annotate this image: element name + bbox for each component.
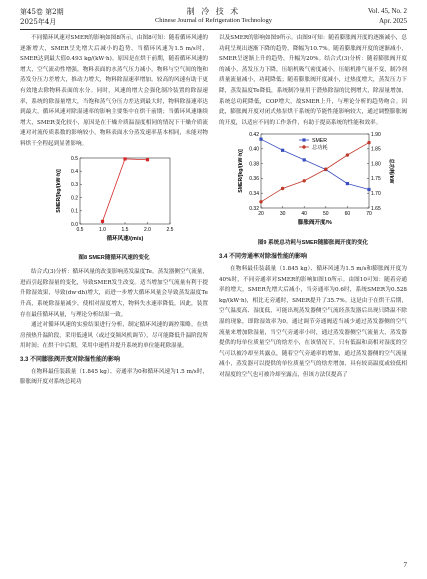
x-tick-label: 1.0 [99, 226, 106, 233]
chart-smer-vs-airspeed [20, 150, 208, 248]
x-tick-label: 50 [323, 211, 329, 218]
paragraph: 以及SMER的影响如图9所示。由图9可知：随着膨胀阀开度的逐渐减小，总功耗呈现出逐渐下降的趋势，降幅为10.7%。随着膨胀阀开度的逐渐减小，SMER呈逐渐上升的趋势，升幅为20%。结合式(3)分析：随着膨胀阀开度的减小，蒸发压力下降，压缩机吸气密度减小，压缩机排气量不变，制冷剂质量流量减小，功耗降低；随着膨胀阀开度减小，过热度增大，蒸发压力下降，蒸发温度Te降低，系统制冷量用于潜热除湿的比例增大，除湿量增加，系统总功耗降低，COP增大，故SMER上升，与理论分析的趋势吻合。因此，膨胀阀开度对闭式热泵烘干系统的节能性能影响较大，通过调整膨胀阀的开度，以适应不同的工作条件，有助于提高系统的性能和效率。 [219, 35, 407, 126]
paragraph: 在物料最佳装载量（1.845 kg）、循环风速为1.5 m/s和膨胀阀开度为40%时，不同旁通率对SMER的影响如图10所示。由图10可知：随着旁通率的增大，SMER先增大后减小，当旁通率为0.6时，系统SMER为0.528 kg/(kW·h)，相比无旁通时，SMER提升了35.7%。这是由于在烘干后期，空气温度高、湿度低，可能出现蒸发器侧空气流经蒸发器后出现只降温不除湿的现象，即除湿效率为0。通过调节旁通阀适当减少通过蒸发器侧的空气流量来增加除湿量，当空气旁通率小时，通过蒸发器侧空气流量大，蒸发器提供的每单位质量空气的焓差小，在该情况下，只有低温和高相对湿度的空气可以被冷却至其露点，随着空气旁通率的增加，通过蒸发器侧的空气流量减小，蒸发器可以提供的单位质量空气的焓差增加，具有较高温度或较低相对湿度的空气也可被冷却至露点，但该方法仅提高了 [219, 265, 407, 378]
y2-tick-label: 1.85 [371, 146, 381, 153]
x-tick-label: 2.0 [144, 226, 151, 233]
figure-8-caption: 图8 SMER随循环风速的变化 [78, 255, 150, 262]
chart-power-smer-vs-valve [219, 128, 407, 232]
header-rule [20, 29, 407, 30]
data-point-power [259, 200, 262, 203]
y-tick-label: 0.36 [249, 176, 259, 183]
legend-label: 总功耗 [312, 145, 328, 152]
y2-tick-label: 1.75 [371, 176, 381, 183]
data-point [101, 219, 104, 222]
y-tick-label: 0.40 [249, 146, 259, 153]
page-header [0, 0, 427, 36]
x-tick-label: 0.5 [76, 226, 84, 233]
paragraph: 结合式(3)分析：循环风量的改变影响蒸发温度Te。蒸发器侧空气流量，进而引起除湿量的变化，导致SMER发生改变。适当增加空气流量有利于提升除湿效果，导致(dw·dh)增大，而进一步增大循环风量会导致蒸发温度Te升高，系统除湿量减少，使相对湿度增大，物料失水速率降低。因此，装置存在最佳循环风量，与理论分析结果一致。 [20, 269, 208, 318]
section-heading-3-3: 3.3 不同膨胀阀开度对除湿性能的影响 [20, 356, 121, 363]
y-tick-label: 0.3 [71, 181, 78, 188]
data-point-smer [303, 159, 306, 162]
data-point-power [281, 187, 284, 190]
x-tick-label: 20 [258, 211, 264, 218]
x-tick-label: 60 [344, 211, 351, 218]
y-tick-label: 0.42 [249, 132, 259, 139]
date-en: Apr. 2025 [379, 17, 407, 25]
x-axis-label: 循环风速/(m/s) [106, 235, 144, 242]
y-tick-label: 0.0 [71, 221, 78, 228]
series-line [103, 158, 148, 220]
y-tick-label: 0.1 [71, 208, 78, 215]
legend-marker [302, 146, 305, 149]
journal-title-cn: 制 冷 技 术 [186, 7, 241, 16]
y-tick-label: 0.2 [71, 194, 78, 201]
y2-tick-label: 1.70 [371, 191, 381, 198]
x-tick-label: 70 [366, 211, 372, 218]
x-tick-label: 1.5 [121, 226, 129, 233]
data-point-smer [259, 138, 262, 141]
y-axis-label: SMER/[kg/(kW·h)] [238, 149, 244, 194]
data-point-power [367, 141, 370, 144]
legend-label: SMER [312, 138, 327, 145]
series-line-power [261, 143, 369, 202]
left-column [20, 33, 208, 388]
volume-en: Vol. 45, No. 2 [367, 7, 407, 15]
data-point-power [324, 168, 327, 171]
right-column [219, 33, 407, 380]
y2-tick-label: 1.80 [371, 161, 381, 168]
y-tick-label: 0.5 [71, 155, 78, 162]
y2-tick-label: 1.65 [371, 206, 381, 213]
paragraph: 在物料最佳装载量（1.845 kg）、旁通率为0和循环风速为1.5 m/s时，膨胀阀开度对系统总耗功 [20, 368, 208, 386]
figure-9 [219, 128, 407, 237]
volume-cn: 第45卷 第2期 [20, 8, 64, 16]
y-tick-label: 0.32 [249, 206, 259, 213]
x-tick-label: 30 [279, 211, 286, 218]
data-point-smer [281, 149, 284, 152]
x-tick-label: 2.5 [166, 226, 174, 233]
y2-axis-label: 总功耗/kW [388, 158, 394, 184]
figure-8 [20, 150, 208, 253]
y-tick-label: 0.38 [249, 161, 259, 168]
page-number: 7 [403, 561, 407, 569]
section-heading-3-4: 3.4 不同旁通率对除湿性能的影响 [219, 253, 308, 260]
y-tick-label: 0.34 [249, 191, 259, 198]
journal-title-en: Chinese Journal of Refrigeration Technology [154, 17, 273, 24]
paragraph: 通过对循环风速的实验结果进行分析，制定循环风速的调控策略。在烘房预热升温阶段，采用低速风（或过变频风机调节），尽可能降低升温阶段所用时间；在烘干中后期，采用中速档并提升系统的单位能耗除湿量。 [20, 322, 208, 350]
y-tick-label: 0.4 [71, 168, 78, 175]
data-point [146, 158, 149, 161]
legend-marker [302, 139, 305, 142]
data-point-smer [367, 188, 370, 191]
date-cn: 2025年4月 [20, 18, 57, 26]
data-point-power [346, 154, 349, 157]
data-point-smer [346, 182, 349, 185]
data-point-power [303, 179, 306, 182]
figure-9-caption: 图9 系统总功耗与SMER随膨胀阀开度的变化 [257, 239, 369, 246]
data-point [123, 157, 126, 160]
paragraph: 不同循环风速对SMER的影响如图8所示。由图8可知：随着循环风速的逐渐增大，SMER呈先增大后减小的趋势，当循环风速为1.5 m/s时，SMER达到最大值0.493 kg/(kW·h)。原因是在烘干前期，随着循环风速的增大，空气流动性增强，物料表面的水蒸气压力减小，物料与空气间的饱和蒸发分压力差增大，推动力增大，物料除湿速率增加。较高的风速有助于更有效地去除物料表面的水分。同时，风速的增大会强化制冷装置的除湿速率，系统的除湿量增大，当饱和蒸气分压力差达到最大时，物料除湿速率达到最大，循环风速对除湿速率的影响主要集中在烘干前期；当循环风速继续增大，SMER变化较小，原因是在干燥介质温湿度相同的情况下干燥介质流速对对流传质系数的影响较小，物料表面水分蒸发速率基本相同，未能对物料烘干全程起到显著影响。 [20, 35, 208, 147]
plot-frame [80, 158, 170, 224]
y-axis-label: SMER/[kg/(kW·h)] [56, 168, 62, 213]
x-axis-label: 膨胀阀开度/% [298, 220, 332, 227]
x-tick-label: 40 [301, 211, 307, 218]
y2-tick-label: 1.90 [371, 132, 381, 139]
